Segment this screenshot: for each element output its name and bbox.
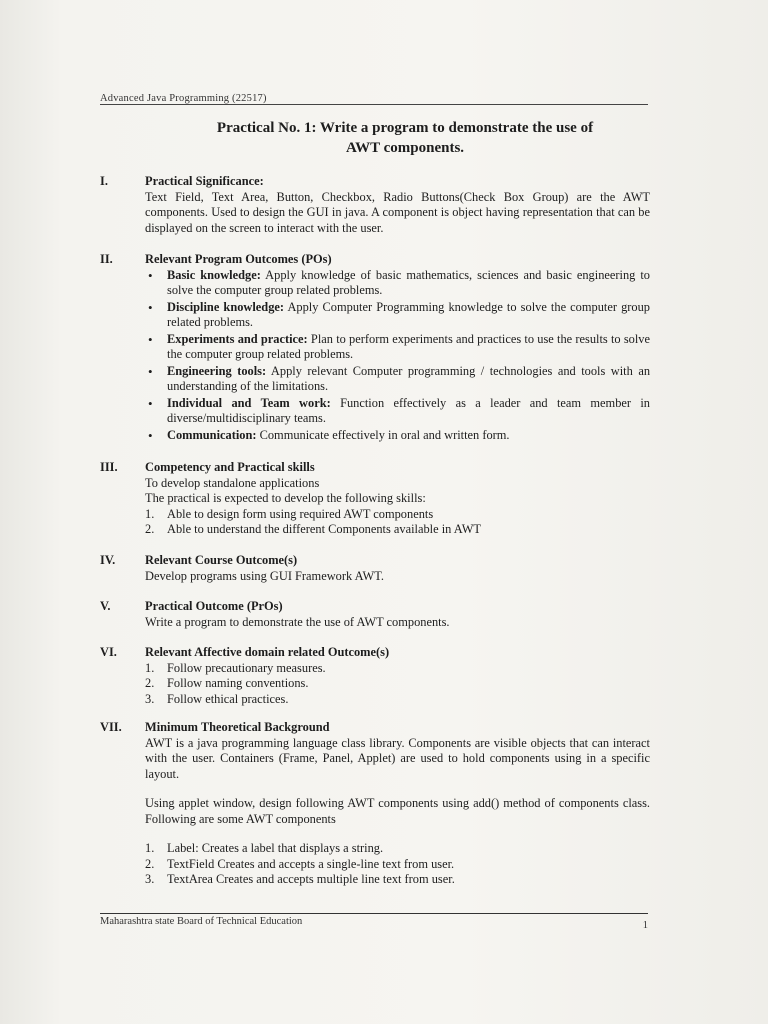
section-heading: Competency and Practical skills [145,460,315,474]
header-text: Advanced Java Programming (22517) [100,93,267,104]
section-number: III. [100,460,118,474]
item-label: Communication: [167,427,257,442]
item-number: 1. [145,841,155,855]
item-text: Able to understand the different Components available in AWT [167,522,481,536]
item-number: 2. [145,856,155,871]
item-number: 1. [145,506,155,521]
list-item [145,692,650,708]
section-heading: Minimum Theoretical Background [145,720,330,734]
title-line-1: Practical No. 1: Write a program to demonstrate the use of [216,120,594,136]
item-text: Label: Creates a label that displays a string. [167,841,384,855]
section-practical-significance [100,174,650,236]
list-item [145,661,650,677]
section-program-outcomes [100,252,650,444]
awt-components-list [145,841,650,888]
item-label: Discipline knowledge: [167,299,285,314]
item-number: 1. [145,660,155,675]
item-text: Communicate effectively in oral and written form. [256,427,510,442]
list-item [145,396,650,427]
item-text: Plan to perform experiments and practices to use the results to solve the computer group related problems. [167,331,650,361]
outcomes-list [145,268,650,444]
section-number: II. [100,252,113,266]
footer-text: Maharashtra state Board of Technical Education [100,916,303,927]
item-number: 2. [145,522,155,536]
section-text: Text Field, Text Area, Button, Checkbox, Radio Buttons(Check Box Group) are the AWT components. Used to design the GUI in java. A component is object having representation that can be displayed on the screen to interact with the user. [145,189,650,235]
section-text: Write a program to demonstrate the use of AWT components. [145,614,450,629]
affective-list [145,661,650,708]
section-course-outcomes [100,553,650,584]
list-item [145,332,650,363]
section-competency [100,460,650,538]
item-label: Basic knowledge: [167,267,261,282]
list-item [145,872,650,888]
section-heading: Relevant Course Outcome(s) [145,553,298,567]
item-label: Engineering tools: [167,363,267,378]
section-affective-outcomes [100,645,650,707]
item-number: 3. [145,691,155,706]
item-label: Experiments and practice: [167,331,308,346]
section-line: To develop standalone applications [145,475,320,490]
section-heading: Practical Significance: [145,174,264,188]
item-text: Able to design form using required AWT components [167,506,434,521]
running-header [100,88,648,105]
list-item [145,268,650,299]
item-text: Apply relevant Computer programming / technologies and tools with an understanding of the limitations. [167,363,651,393]
running-footer [100,913,648,931]
list-item [145,857,650,873]
title-line-2: AWT components. [345,140,465,156]
list-item [145,676,650,692]
section-paragraph: Using applet window, design following AWT components using add() method of components class. Following are some AWT components [145,796,650,826]
section-theoretical-background [100,720,650,888]
section-number: IV. [100,553,116,567]
section-heading: Relevant Affective domain related Outcome(s) [145,645,390,659]
section-heading: Practical Outcome (PrOs) [145,599,283,613]
item-text: TextField Creates and accepts a single-line text from user. [167,856,455,871]
item-text: Follow precautionary measures. [167,660,326,675]
section-text: Develop programs using GUI Framework AWT. [145,568,384,583]
page-number: 1 [642,920,648,931]
section-heading: Relevant Program Outcomes (POs) [145,252,332,266]
item-text: Follow naming conventions. [167,676,309,690]
list-item [145,364,650,395]
item-number: 3. [145,872,155,886]
list-item [145,841,650,857]
list-item [145,428,650,444]
item-label: Individual and Team work: [167,395,331,410]
list-item [145,522,650,538]
section-number: I. [100,174,108,188]
item-number: 2. [145,676,155,690]
section-number: V. [100,599,111,613]
skills-list [145,507,650,538]
item-text: Apply Computer Programming knowledge to solve the computer group related problems. [167,299,650,329]
section-number: VII. [100,720,122,734]
item-text: TextArea Creates and accepts multiple line text from user. [167,872,455,886]
section-paragraph: AWT is a java programming language class library. Components are visible objects that can interact with the user. Containers (Frame, Panel, Applet) are used to hold components using in a specific layout. [145,735,650,781]
list-item [145,507,650,523]
list-item [145,300,650,331]
section-line: The practical is expected to develop the following skills: [145,491,426,505]
practical-title [170,118,640,158]
item-text: Follow ethical practices. [167,691,289,706]
item-text: Function effectively as a leader and team member in diverse/multidisciplinary teams. [167,395,650,425]
item-text: Apply knowledge of basic mathematics, sciences and basic engineering to solve the computer group related problems. [167,267,651,297]
section-number: VI. [100,645,117,659]
section-practical-outcome [100,599,650,630]
